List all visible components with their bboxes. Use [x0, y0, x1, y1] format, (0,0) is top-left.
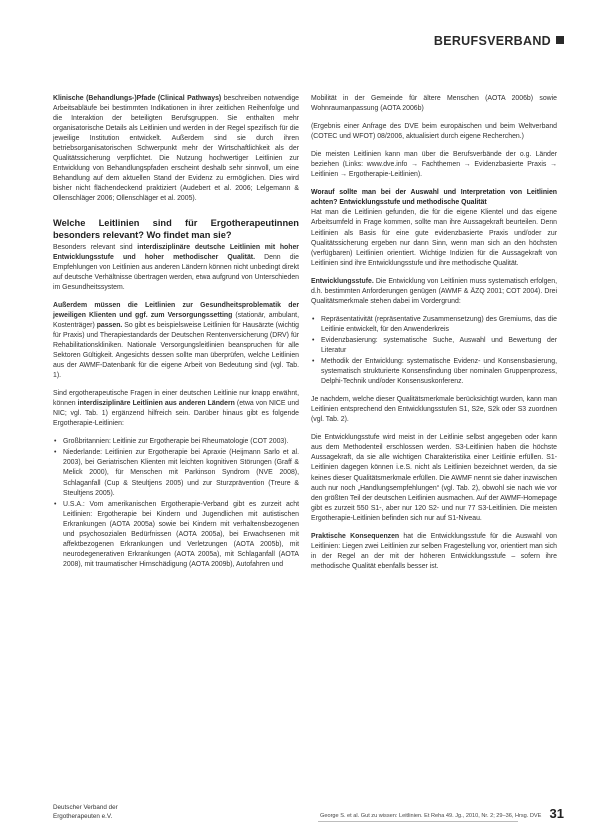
text-run: Besonders relevant sind — [53, 243, 133, 251]
footer-org-line: Ergotherapeuten e.V. — [53, 813, 113, 820]
paragraph-development-stage — [311, 277, 557, 307]
paragraph-links: Die meisten Leitlinien kann man über die Berufsverbände der o.g. Länder beziehen (Links: www.dve.info → Fachthemen → Evidenzbasierte Praxis → Leitlinien → Ergotherapie-Leitlinien). — [311, 151, 557, 179]
text-run: So gibt es beispielsweise Leitlinien für Hausärzte (wichtig für Praxis) und Therapiestandards der Deutschen Rentenversicherung (DRV) für Rehabilitationskliniken. Nationale Versorgungsleitlinien beanspruchen für alle Sektoren Gültigkeit. Angesichts dessen sollte man überprüfen, welche Leitlinien aus der AWMF-Datenbank für die eigene Arbeit von Bedeutung sind (vgl. Tab. 1). — [53, 321, 300, 380]
text-run-bold: passen. — [96, 321, 123, 329]
right-column — [311, 94, 557, 580]
footer-organization — [53, 803, 118, 821]
list-item: • Methodik der Entwicklung: systematische Evidenz- und Konsensbasierung, systematisch strukturierte Konsensfindung über nominalen Gruppenprozess, Delphi-Technik und/oder Konsensuskonferenz. — [311, 357, 557, 387]
list-item: • U.S.A.: Vom amerikanischen Ergotherapie-Verband gibt es zurzeit acht Leitlinien: Ergotherapie bei Kindern und Jugendlichen mit autistischen Erkrankungen (AOTA 2005a) sowie bei Kindern mit verhaltensbezogenen und psychosozialen Bedürfnissen (AOTA 2005a), bei Erwachsenen mit affektbezogenen Erkrankungen und Verletzungen (AOTA 2005b), mit neurodegenerativen Erkrankungen (AOTA 2005a), mit Schlaganfall (AOTA 2008), mit traumatischer Hirnschädigung (AOTA 2009b), Autofahren und — [53, 500, 299, 570]
text-run-bold: Außerdem müssen die Leitlinien zur Gesundheitsproblematik der jeweiligen Klienten und ggf. zum Versorgungssetting — [53, 301, 299, 319]
paragraph-clinical-pathways — [53, 94, 299, 205]
list-item: • Niederlande: Leitlinien zur Ergotherapie bei Apraxie (Heijmann Sarlo et al. 2003), bei Geriatrischen Klienten mit leichten kognitiven Störungen (Graff & Melick 2000), für Menschen mit Parkinson Syndrom (NVE 2008), Schlaganfall (Cup & Steultjens 2005) und zur Sturzprävention (Treure & Steultjens 2005). — [53, 448, 299, 498]
square-marker-icon — [556, 36, 564, 44]
paragraph-continuation: Mobilität in der Gemeinde für ältere Menschen (AOTA 2006b) sowie Wohnraumanpassung (AOTA 2006b) — [311, 95, 557, 113]
section-label: BERUFSVERBAND — [433, 34, 551, 48]
text-run: Sind ergotherapeutische Fragen in einer deutschen Leitlinie nur knapp erwähnt, können — [53, 390, 299, 408]
country-guidelines-list — [53, 437, 299, 570]
paragraph-relevance — [53, 243, 299, 293]
section-heading-relevant-guidelines: Welche Leitlinien sind für Ergotherapeutinnen besonders relevant? Wo findet man sie? — [53, 217, 299, 240]
paragraph-text: Die Entwicklung von Leitlinien muss systematisch erfolgen, d.h. bestimmten Anforderungen genügen (AWMF & ÄZQ 2001; COT 2004). Drei Qualitätsmerkmale stehen dabei im Vordergrund: — [311, 277, 557, 305]
left-column — [53, 94, 299, 578]
paragraph-practical-consequences — [311, 532, 557, 572]
text-run: Denn die Empfehlungen von Leitlinien aus anderen Ländern können nicht unbedingt direkt auf deutsche Verhältnisse übertragen werden, etwa aufgrund von Unterschieden im Gesundheitssystem. — [53, 253, 299, 291]
footer-citation: George S. et al. Gut zu wissen: Leitlinien. Et Reha 49. Jg., 2010, Nr. 2; 29–36, Hrsg. DVE — [320, 813, 542, 819]
paragraph-health-problem — [53, 301, 299, 381]
paragraph-text: beschreiben notwendige Arbeitsabläufe bei bestimmten Indikationen in ihrer zeitlichen Reihenfolge und die Interaktion der beteiligten Berufsgruppen. Sie enthalten mehr organisatorische Details als Leitlinien und werden in der Regel spezifisch für die jeweilige Institution entwickelt. Außerdem sind sie durch ihren betriebsorganisatorischen Schwerpunkt mehr der Wirtschaftlichkeit als der Qualitätssicherung verpflichtet. Die Nutzung hochwertiger Leitlinien zur Entwicklung von Behandlungspfaden erscheint deshalb sehr sinnvoll, um eine Behandlung auf dem aktuellen Stand der Evidenz zu ermöglichen. Dies wird bisher nicht flächendeckend praktiziert (Audebert et al. 2006; Lelgemann & Ollenschläger 2006; Ollenschläger et al. 2005). — [53, 95, 299, 203]
section-heading-selection: Worauf sollte man bei der Auswahl und Interpretation von Leitlinien achten? Entwicklungsstufe und methodische Qualität — [311, 189, 557, 207]
paragraph-selection: Hat man die Leitlinien gefunden, die für die eigene Klientel und das eigene Arbeitsumfeld in Frage kommen, sollte man ihre Aussagekraft beurteilen. Denn Leitlinien als Basis für eine gute evidenzbasierte Praxis und/oder zur Qualitätssicherung ergeben nur dann Sinn, wenn man sich an den höchsten (verfügbaren) Leitlinien orientiert. Wichtige Indizien für die Aussagekraft von Leitlinien sind ihre Entwicklungsstufe und ihre methodische Qualität. — [311, 209, 557, 267]
running-header — [434, 34, 564, 48]
footer-rule — [318, 821, 518, 822]
page-number: 31 — [549, 806, 564, 821]
text-run-bold: interdisziplinäre Leitlinien aus anderen Ländern — [77, 400, 235, 408]
quality-criteria-list — [311, 315, 557, 387]
paragraph-stage-details: Die Entwicklungsstufe wird meist in der Leitlinie selbst angegeben oder kann aus dem Methodenteil erschlossen werden. S3-Leitlinien haben die höchste Aussagekraft, da sie alle wichtigen Charakteristika einer Leitlinie erfüllen. S1-Leitlinien dagegen können i.e.S. nicht als Leitlinien bezeichnet werden, da sie keines dieser Qualitätsmerkmale erfüllen. Die AWMF nennt sie daher inzwischen auch nur noch „Handlungsempfehlungen“ (vgl. Tab. 2), obwohl sie nach wie vor den größten Teil der deutschen Leitlinien ausmachen. Auf der AWMF-Homepage gibt es zurzeit 550 S1-, aber nur 120 S2- und nur 77 S3-Leitlinien. Die meisten Ergotherapie-Leitlinien befinden sich nur auf S1-Niveau. — [311, 434, 557, 522]
list-item: • Repräsentativität (repräsentative Zusammensetzung) des Gremiums, das die Leitlinie entwickelt, für den Anwenderkreis — [311, 315, 557, 335]
footer-org-line: Deutscher Verband der — [53, 804, 118, 811]
list-item: • Großbritannien: Leitlinie zur Ergotherapie bei Rheumatologie (COT 2003). — [53, 437, 299, 447]
text-run: (etwa von NICE und NIC; vgl. Tab. 1) ergänzend hilfreich sein. Darüber hinaus gibt es folgende Ergotherapie-Leitlinien: — [53, 400, 299, 428]
paragraph-other-countries — [53, 389, 299, 429]
paragraph-lead: Klinische (Behandlungs-)Pfade (Clinical Pathways) — [53, 95, 222, 102]
paragraph-source-note: (Ergebnis einer Anfrage des DVE beim europäischen und beim Weltverband (COTEC und WFOT) 08/2006, aktualisiert durch eigene Recherchen.) — [311, 123, 557, 141]
paragraph-lead: Praktische Konsequenzen — [311, 532, 400, 540]
paragraph-text: hat die Entwicklungsstufe für die Auswahl von Leitlinien: Liegen zwei Leitlinien zur selben Fragestellung vor, orientiert man sich in der Regel an der mit der höheren Entwicklungsstufe – sofern ihre methodische Qualität ebenfalls besser ist. — [311, 532, 557, 570]
text-run: (stationär, ambulant, Kostenträger) — [53, 311, 299, 329]
paragraph-stage-assignment: Je nachdem, welche dieser Qualitätsmerkmale berücksichtigt wurden, kann man Leitlinien entsprechend den Entwicklungsstufen S1, S2e, S2k oder S3 zuordnen (vgl. Tab. 2). — [311, 396, 557, 424]
list-item: • Evidenzbasierung: systematische Suche, Auswahl und Bewertung der Literatur — [311, 336, 557, 356]
paragraph-lead: Entwicklungsstufe. — [311, 277, 374, 285]
text-run-bold: interdisziplinäre deutsche Leitlinien mit hoher Entwicklungsstufe und hoher methodischer Qualität. — [53, 243, 299, 261]
